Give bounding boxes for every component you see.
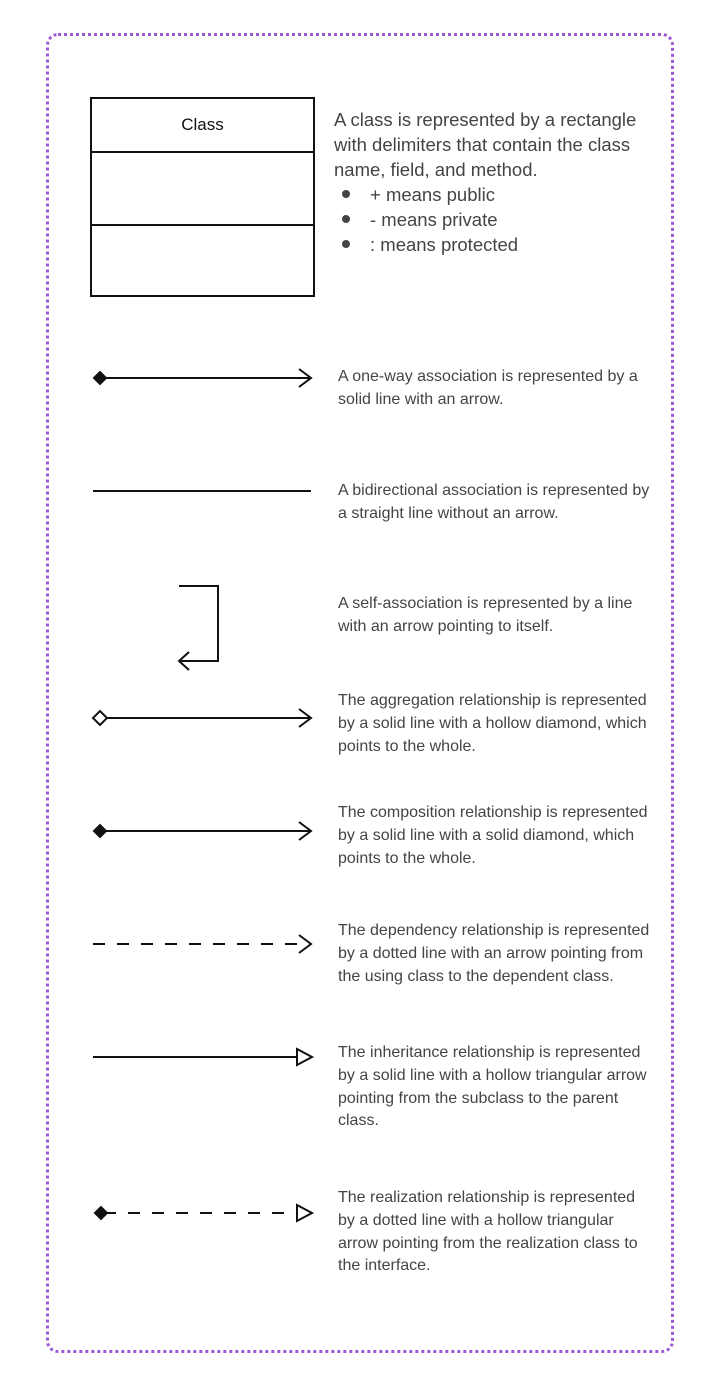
visibility-private: - means private <box>340 207 654 232</box>
inheritance-symbol <box>93 1049 312 1065</box>
composition-symbol <box>94 822 311 840</box>
one-way-association-description: A one-way association is represented by a solid line with an arrow. <box>338 368 638 408</box>
one-way-association-symbol <box>94 369 311 387</box>
class-description-text: A class is represented by a rectangle with delimiters that contain the class name, field, and method. <box>334 109 637 180</box>
dependency-description: The dependency relationship is represented by a dotted line with an arrow pointing from the using class to the dependent class. <box>338 922 650 985</box>
visibility-public: + means public <box>340 182 654 207</box>
dependency-symbol <box>93 935 311 953</box>
aggregation-description: The aggregation relationship is represented by a solid line with a hollow diamond, which points to the whole. <box>338 692 647 755</box>
realization-description: The realization relationship is represented by a dotted line with a hollow triangular arrow pointing from the realization class to the interface. <box>338 1189 638 1275</box>
self-association-description: A self-association is represented by a line with an arrow pointing to itself. <box>338 595 633 635</box>
composition-description: The composition relationship is represented by a solid line with a solid diamond, which points to the whole. <box>338 804 648 867</box>
class-name-compartment: Class <box>92 99 313 153</box>
bidirectional-association-description: A bidirectional association is represented by a straight line without an arrow. <box>338 482 650 522</box>
inheritance-description: The inheritance relationship is represented by a solid line with a hollow triangular arrow pointing from the subclass to the parent class. <box>338 1044 647 1130</box>
realization-symbol <box>95 1205 312 1221</box>
visibility-protected: : means protected <box>340 232 654 257</box>
aggregation-symbol <box>93 709 311 727</box>
self-association-symbol <box>179 586 218 670</box>
